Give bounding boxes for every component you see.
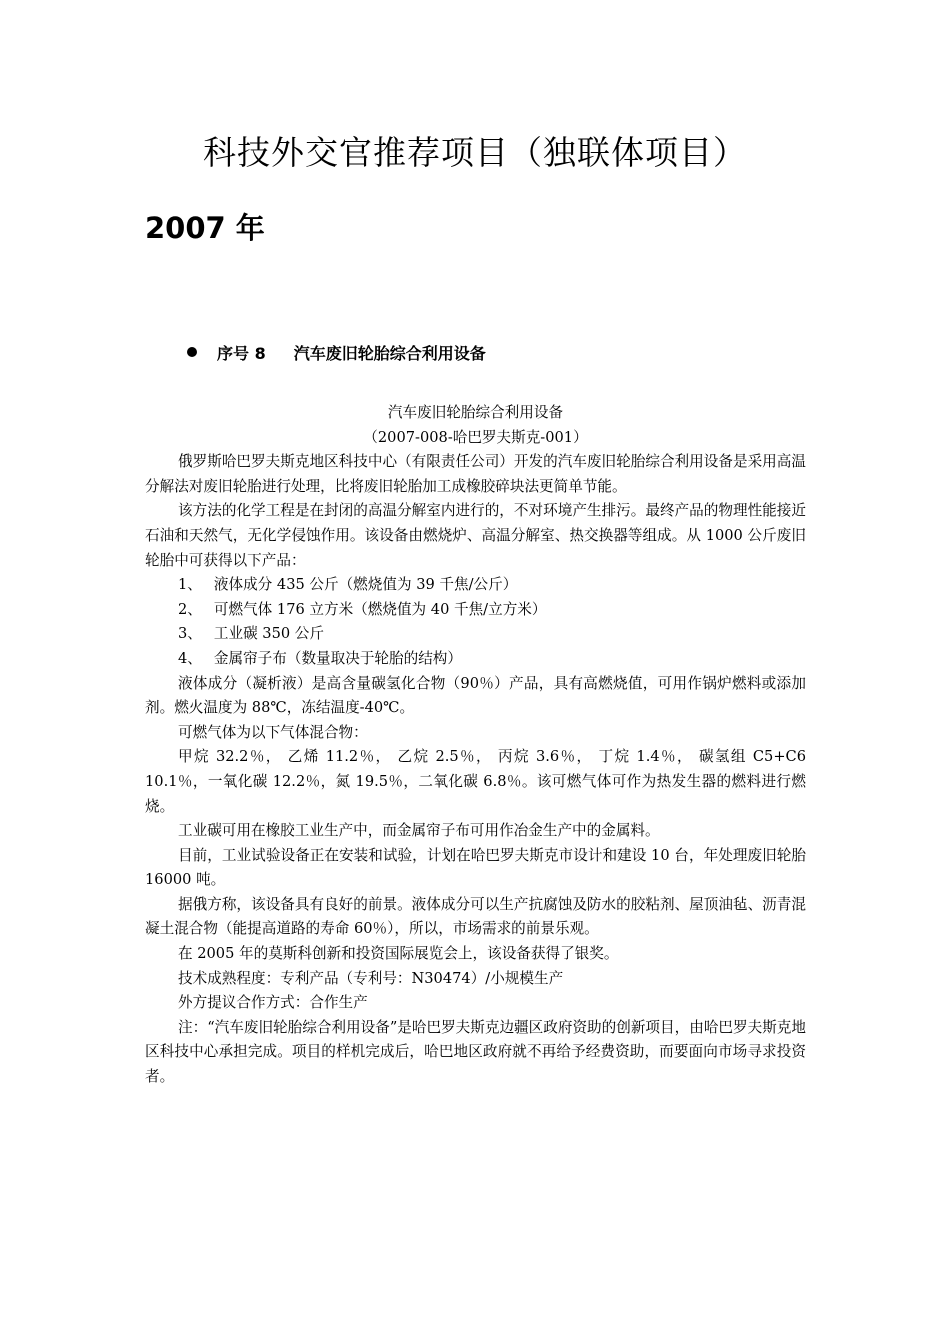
- item-heading: [187, 338, 486, 366]
- list-number: 1、: [178, 576, 202, 594]
- list-item: [145, 573, 806, 598]
- paragraph: 俄罗斯哈巴罗夫斯克地区科技中心（有限责任公司）开发的汽车废旧轮胎综合利用设备是采用高温分解法对废旧轮胎进行处理，比将废旧轮胎加工成橡胶碎块法更简单节能。: [145, 453, 806, 495]
- list-item: [145, 647, 806, 672]
- item-subtitle: 汽车废旧轮胎综合利用设备: [387, 404, 564, 421]
- document-year: 2007 年: [145, 211, 265, 245]
- item-sequence: 序号 8: [217, 343, 266, 363]
- item-description: [145, 401, 806, 1090]
- list-text: 可燃气体 176 立方米（燃烧值为 40 千焦/立方米）: [213, 600, 547, 618]
- list-item: [145, 598, 806, 623]
- paragraph: 外方提议合作方式：合作生产: [178, 994, 368, 1012]
- paragraph: 目前，工业试验设备正在安装和试验，计划在哈巴罗夫斯克市设计和建设 10 台，年处理废旧轮胎 16000 吨。: [145, 846, 806, 889]
- list-item: [145, 622, 806, 647]
- paragraph: 工业碳可用在橡胶工业生产中，而金属帘子布可用作冶金生产中的金属料。: [178, 822, 660, 840]
- list-number: 3、: [178, 625, 202, 643]
- list-number: 2、: [178, 600, 202, 618]
- paragraph: 据俄方称，该设备具有良好的前景。液体成分可以生产抗腐蚀及防水的胶粘剂、屋顶油毡、沥青混凝土混合物（能提高道路的寿命 60％），所以，市场需求的前景乐观。: [145, 895, 806, 938]
- paragraph: 甲烷 32.2％， 乙烯 11.2％， 乙烷 2.5％， 丙烷 3.6％， 丁烷 1.4％， 碳氢组 C5+C6 10.1％，一氧化碳 12.2％，氮 19.5％，二氧化碳 6.8％。该可燃气体可作为热发生器的燃料进行燃烧。: [145, 748, 806, 815]
- item-name: 汽车废旧轮胎综合利用设备: [293, 343, 486, 363]
- paragraph: 液体成分（凝析液）是高含量碳氢化合物（90％）产品，具有高燃烧值，可用作锅炉燃料或添加剂。燃火温度为 88℃，冻结温度-40℃。: [145, 674, 806, 717]
- document-title: 科技外交官推荐项目（独联体项目）: [203, 133, 747, 172]
- paragraph: 注：“汽车废旧轮胎综合利用设备”是哈巴罗夫斯克边疆区政府资助的创新项目，由哈巴罗夫斯克地区科技中心承担完成。项目的样机完成后，哈巴地区政府就不再给予经费资助，而要面向市场寻求投资者。: [145, 1018, 806, 1086]
- paragraph: 该方法的化学工程是在封闭的高温分解室内进行的，不对环境产生排污。最终产品的物理性能接近石油和天然气，无化学侵蚀作用。该设备由燃烧炉、高温分解室、热交换器等组成。从 1000 公斤废旧轮胎中可获得以下产品：: [145, 502, 806, 569]
- list-text: 液体成分 435 公斤（燃烧值为 39 千焦/公斤）: [213, 576, 518, 594]
- bullet-icon: [187, 347, 197, 357]
- list-text: 工业碳 350 公斤: [213, 625, 324, 643]
- paragraph: 在 2005 年的莫斯科创新和投资国际展览会上，该设备获得了银奖。: [178, 945, 619, 963]
- list-number: 4、: [178, 649, 202, 667]
- paragraph: 可燃气体为以下气体混合物：: [178, 723, 368, 741]
- item-code: （2007-008-哈巴罗夫斯克-001）: [363, 428, 588, 446]
- paragraph: 技术成熟程度：专利产品（专利号：N30474）/小规模生产: [178, 969, 564, 987]
- list-text: 金属帘子布（数量取决于轮胎的结构）: [213, 649, 462, 667]
